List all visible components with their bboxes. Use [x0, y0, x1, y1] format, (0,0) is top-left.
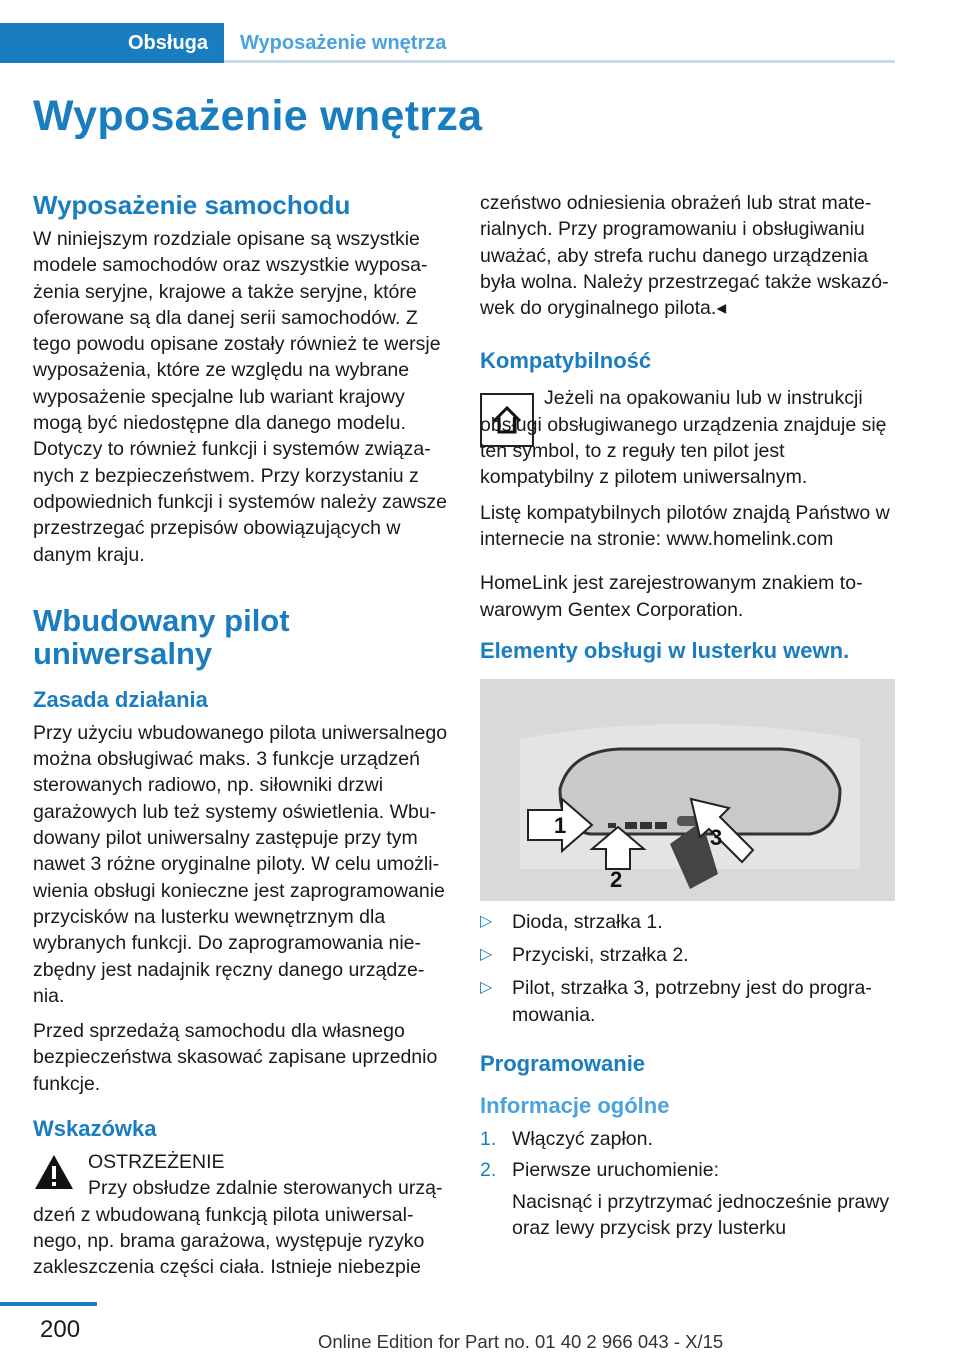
footer-edition: Online Edition for Part no. 01 40 2 966 043 - X/15 — [318, 1331, 724, 1352]
compat-block — [480, 385, 895, 490]
paragraph-compat-3: HomeLink jest zarejestrowanym znakiem towarowym Gentex Corporation. — [480, 572, 863, 621]
step-2-detail: Nacisnąć i przytrzymać jednocześnie prawy oraz lewy przycisk przy lusterku — [512, 1190, 890, 1239]
page-title: Wyposażenie wnętrza — [33, 92, 483, 140]
heading-compatibility: Kompatybilność — [480, 348, 652, 374]
paragraph-principle-1: Przy użyciu wbudowanego pilota uniwersalnego można obsługiwać maks. 3 funkcje urządzeń sterowanych radiowo, np. siłowniki drzwi garażowych lub też systemy oświetlenia. Wbudowany pilot uniwersalny zastępuje przy tym nawet 3 różne oryginalne piloty. W celu umożliwienia obsługi konieczne jest zaprogramowanie przycisków na lusterku wewnętrznym dla wybranych funkcji. Do zaprogramowania niezbędny jest nadajnik ręczny danego urządzenia. — [33, 721, 448, 1007]
steps-list — [480, 1126, 895, 1184]
controls-list — [480, 909, 895, 1028]
heading-universal-remote: Wbudowany pilot uniwersalny — [33, 602, 290, 671]
page-number: 200 — [40, 1316, 81, 1343]
paragraph-principle-2: Przed sprzedażą samochodu dla własnego bezpieczeństwa skasować zapisane uprzednio funkcje. — [33, 1020, 438, 1095]
warning-label: OSTRZEŻENIE — [88, 1151, 225, 1174]
heading-general: Informacje ogólne — [480, 1093, 670, 1119]
warning-continuation: czeństwo odniesienia obrażeń lub strat materialnych. Przy programowaniu i obsługiwaniu uważać, aby strefa ruchu danego urządzenia była wolna. Należy przestrzegać także wskazówek do oryginalnego pilota.◂ — [480, 192, 889, 320]
list-item: 2. Pierwsze uruchomienie: — [480, 1159, 720, 1182]
list-item: ▷ Przyciski, strzałka 2. — [480, 942, 895, 968]
heading-equipment: Wyposażenie samochodu — [33, 190, 351, 220]
heading-principle: Zasada działania — [33, 686, 208, 712]
heading-note: Wskazówka — [33, 1116, 157, 1142]
mirror-figure — [480, 679, 895, 901]
right-column — [480, 190, 895, 1250]
figure-label-1: 1 — [554, 812, 567, 838]
header-divider — [224, 60, 895, 63]
warning-triangle-icon — [33, 1153, 75, 1198]
warning-text: Przy obsłudze zdalnie sterowanych urządzeń z wbudowaną funkcją pilota uniwersalnego, np. brama garażowa, występuje ryzyko zakleszczenia części ciała. Istnieje niebezpie — [33, 1177, 443, 1279]
left-column — [33, 190, 448, 1290]
list-item: 1. Włączyć zapłon. — [480, 1128, 653, 1151]
paragraph-compat-1: Jeżeli na opakowaniu lub w instrukcji obsługi obsługiwanego urządzenia znajduje się ten symbol, to z reguły ten pilot jest kompatybilny z pilotem uniwersalnym. — [480, 387, 887, 489]
garage-symbol-icon — [480, 393, 534, 447]
page-number-bar — [0, 1302, 97, 1306]
subsection-tab[interactable]: Wyposażenie wnętrza — [240, 32, 447, 54]
paragraph-equipment: W niniejszym rozdziale opisane są wszystkie modele samochodów oraz wszystkie wyposażenia seryjne, krajowe a także seryjne, które oferowane są dla danej serii samochodów. Z tego powodu opisane zostały również te wersje wyposażenia, które ze względu na wybrane wyposażenie specjalne lub wariant krajowy mogą być niedostępne dla danego modelu. Dotyczy to również funkcji i systemów związanych z bezpieczeństwem. Przy korzystaniu z odpowiednich funkcji i systemów należy zawsze przestrzegać przepisów obowiązujących w danym kraju. — [33, 228, 448, 566]
heading-programming: Programowanie — [480, 1051, 646, 1077]
figure-label-2: 2 — [610, 866, 623, 892]
paragraph-compat-2: Listę kompatybilnych pilotów znajdą Państwo w internecie na stronie: www.homelink.com — [480, 501, 890, 550]
header-bar — [0, 23, 895, 63]
arrow-bullet-icon: ▷ — [480, 946, 493, 964]
list-item: ▷ Pilot, strzałka 3, potrzebny jest do programowania. — [480, 977, 872, 1026]
arrow-bullet-icon: ▷ — [480, 912, 493, 930]
list-item: ▷ Dioda, strzałka 1. — [480, 909, 895, 935]
heading-controls: Elementy obsługi w lusterku wewn. — [480, 637, 850, 663]
section-tab[interactable]: Obsługa — [0, 23, 224, 63]
figure-label-3: 3 — [710, 824, 723, 850]
warning-block — [33, 1149, 448, 1175]
arrow-bullet-icon: ▷ — [480, 979, 493, 997]
